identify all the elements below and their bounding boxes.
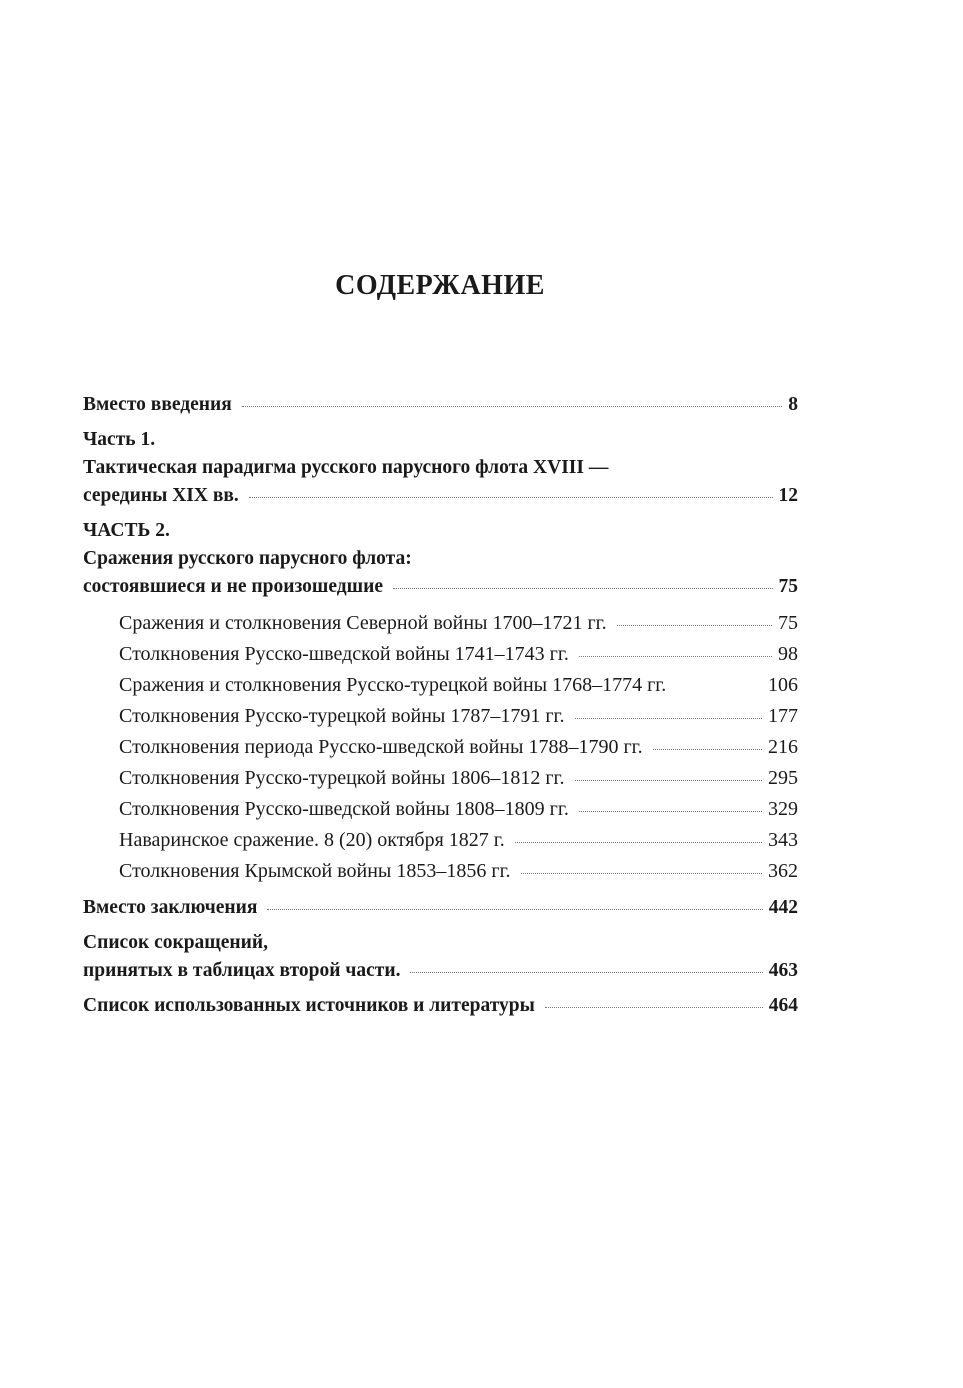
toc-subentry[interactable] (83, 763, 798, 794)
toc-entry-title: Наваринское сражение. 8 (20) октября 1827 г. (119, 829, 505, 851)
dot-leader (393, 588, 772, 589)
toc-page-number: 98 (778, 643, 798, 665)
toc-page-number: 75 (778, 612, 798, 634)
toc-page-number: 362 (768, 860, 798, 882)
toc-entry-title: ЧАСТЬ 2. (83, 520, 170, 541)
toc-page-number: 329 (768, 798, 798, 820)
toc-entry-title: Столкновения Крымской войны 1853–1856 гг. (119, 860, 511, 882)
toc-entry-title: состоявшиеся и не произошедшие (83, 576, 384, 597)
toc-page-number: 295 (768, 767, 798, 789)
toc-entry-title: Список сокращений, (83, 932, 269, 953)
toc-entry-abbreviations[interactable] (83, 929, 798, 985)
toc-page-number: 8 (788, 394, 798, 415)
toc-page-number: 216 (768, 736, 798, 758)
toc-page-number: 463 (768, 960, 798, 981)
toc-subentry[interactable] (83, 608, 798, 639)
toc-entry-title: Столкновения Русско-шведской войны 1808–1809 гг. (119, 798, 569, 820)
dot-leader (267, 909, 762, 910)
toc-entry-part-2[interactable] (83, 517, 798, 601)
toc-entry-title: Список использованных источников и литературы (83, 995, 535, 1016)
toc-entry-title: Сражения и столкновения Русско-турецкой войны 1768–1774 гг. (119, 674, 667, 696)
toc-entry-title: середины XIX вв. (83, 485, 239, 506)
toc-entry-title: Столкновения Русско-турецкой войны 1787–1791 гг. (119, 705, 565, 727)
toc-page-number: 177 (768, 705, 798, 727)
toc-entry-title: Столкновения Русско-шведской войны 1741–1743 гг. (119, 643, 569, 665)
toc-subentry[interactable] (83, 825, 798, 856)
dot-leader (521, 873, 762, 874)
dot-leader (653, 749, 762, 750)
toc-subentry[interactable] (83, 701, 798, 732)
toc-entry-introduction[interactable] (83, 391, 798, 419)
table-of-contents (83, 391, 798, 1020)
toc-entry-title: Сражения и столкновения Северной войны 1700–1721 гг. (119, 612, 607, 634)
toc-entry-title: Сражения русского парусного флота: (83, 548, 412, 569)
toc-entry-title: принятых в таблицах второй части. (83, 960, 401, 981)
toc-entry-title: Тактическая парадигма русского парусного флота XVIII — (83, 457, 609, 478)
toc-subentry[interactable] (83, 856, 798, 887)
toc-page-number: 464 (768, 995, 798, 1016)
dot-leader (579, 811, 762, 812)
toc-entry-conclusion[interactable] (83, 894, 798, 922)
dot-leader (242, 406, 782, 407)
toc-page-number: 442 (768, 897, 798, 918)
toc-subentry[interactable] (83, 732, 798, 763)
dot-leader (575, 718, 763, 719)
dot-leader (617, 625, 772, 626)
toc-subentry[interactable] (83, 670, 798, 701)
toc-subentry[interactable] (83, 639, 798, 670)
dot-leader (249, 497, 773, 498)
dot-leader (579, 656, 772, 657)
toc-entry-title: Вместо заключения (83, 897, 258, 918)
toc-entry-title: Вместо введения (83, 394, 232, 415)
toc-page-number: 12 (778, 485, 798, 506)
toc-entry-title: Столкновения Русско-турецкой войны 1806–1812 гг. (119, 767, 565, 789)
toc-page-number: 75 (778, 576, 798, 597)
dot-leader (545, 1007, 763, 1008)
dot-leader (410, 972, 762, 973)
dot-leader (575, 780, 763, 781)
dot-leader (515, 842, 762, 843)
page-title: СОДЕРЖАНИЕ (335, 270, 545, 301)
toc-subentry[interactable] (83, 794, 798, 825)
toc-entry-part-1[interactable] (83, 426, 798, 510)
toc-entry-title: Столкновения периода Русско-шведской войны 1788–1790 гг. (119, 736, 643, 758)
toc-entry-title: Часть 1. (83, 429, 156, 450)
toc-entry-bibliography[interactable] (83, 992, 798, 1020)
toc-page-number: 343 (768, 829, 798, 851)
toc-page-number: 106 (768, 674, 798, 696)
